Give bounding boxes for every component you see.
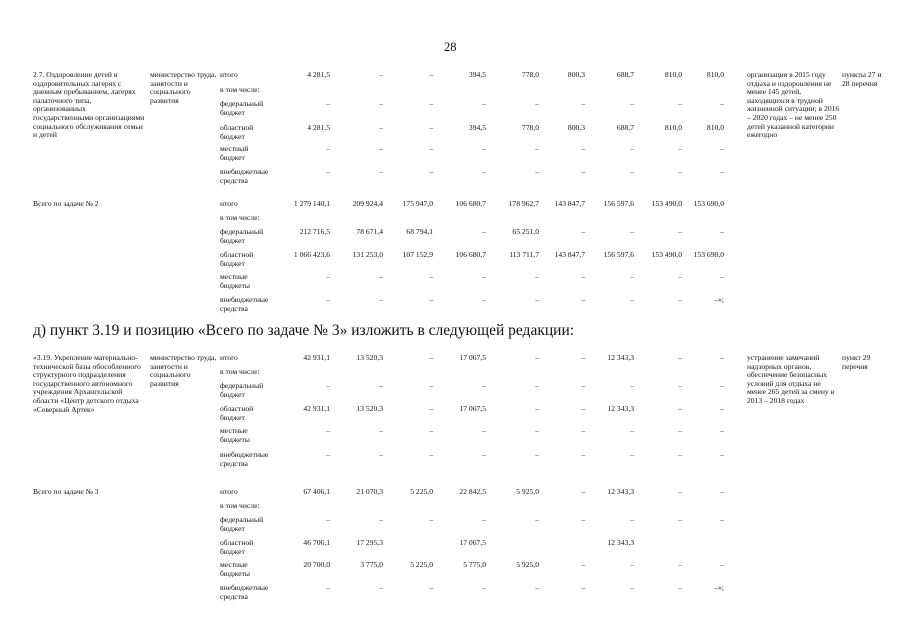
- value-cell: 810,0: [706, 70, 724, 79]
- value-cell: –: [581, 450, 585, 459]
- value-cell: –: [630, 295, 634, 304]
- value-cell: –: [535, 295, 539, 304]
- value-cell: 1 279 140,1: [293, 199, 330, 208]
- value-cell: –: [429, 272, 433, 281]
- value-cell: –: [535, 167, 539, 176]
- value-cell: –: [429, 426, 433, 435]
- value-cell: –: [535, 426, 539, 435]
- source-label: итого: [220, 353, 238, 362]
- value-cell: –: [326, 450, 330, 459]
- value-cell: 810,0: [706, 123, 724, 132]
- value-cell: –: [326, 381, 330, 390]
- value-cell: –: [326, 583, 330, 592]
- value-cell: –: [678, 167, 682, 176]
- value-cell: 810,0: [664, 123, 682, 132]
- source-label: внебюджетные средства: [220, 450, 269, 468]
- source-label: федеральный бюджет: [220, 227, 264, 245]
- value-cell: –: [535, 272, 539, 281]
- value-cell: –: [326, 144, 330, 153]
- value-cell: 156 597,6: [603, 199, 634, 208]
- value-cell: –: [429, 381, 433, 390]
- source-label: областной бюджет: [220, 123, 254, 141]
- source-label: в том числе:: [220, 367, 260, 376]
- value-cell: 688,7: [616, 70, 634, 79]
- source-label: федеральный бюджет: [220, 99, 264, 117]
- value-cell: –: [678, 583, 682, 592]
- value-cell: –: [678, 353, 682, 362]
- value-cell: –: [581, 227, 585, 236]
- activity-name: 2.7. Оздоровление детей в оздоровительных лагерях с дневным пребыванием, лагерях палаточного типа, организованных государственными организациями социального обслуживания семьи и детей: [33, 70, 145, 140]
- source-label: областной бюджет: [220, 250, 254, 268]
- value-cell: 5 225,0: [410, 487, 433, 496]
- value-cell: –: [482, 272, 486, 281]
- activity-name: «3.19. Укрепление материально-технической базы обособленного структурного подразделения государственного автономного учреждения Архангельской области «Центр детского отдыха «Северный Артек»: [33, 353, 141, 414]
- value-cell: –: [429, 295, 433, 304]
- value-cell: –: [326, 515, 330, 524]
- value-cell: 17 295,3: [356, 538, 383, 547]
- value-cell: –: [581, 404, 585, 413]
- value-cell: 178 962,7: [508, 199, 539, 208]
- source-label: местные бюджеты: [220, 560, 250, 578]
- value-cell: 13 520,3: [356, 353, 383, 362]
- value-cell: –: [678, 272, 682, 281]
- value-cell: 394,5: [468, 123, 486, 132]
- value-cell: –: [482, 583, 486, 592]
- value-cell: –: [379, 583, 383, 592]
- value-cell: –: [678, 144, 682, 153]
- value-cell: 17 067,5: [459, 353, 486, 362]
- value-cell: –: [379, 381, 383, 390]
- value-cell: 209 924,4: [352, 199, 383, 208]
- value-cell: –: [630, 272, 634, 281]
- value-cell: –: [429, 123, 433, 132]
- value-cell: –: [720, 227, 724, 236]
- value-cell: –: [581, 144, 585, 153]
- value-cell: –: [535, 381, 539, 390]
- value-cell: –: [429, 583, 433, 592]
- source-label: внебюджетные средства: [220, 295, 269, 313]
- value-cell: –: [429, 353, 433, 362]
- value-cell: 688,7: [616, 123, 634, 132]
- value-cell: 800,3: [567, 123, 585, 132]
- value-cell: –: [429, 515, 433, 524]
- value-cell: –: [720, 515, 724, 524]
- value-cell: 175 947,0: [402, 199, 433, 208]
- source-label: в том числе:: [220, 501, 260, 510]
- value-cell: 65 251,0: [512, 227, 539, 236]
- value-cell: 153 490,0: [651, 199, 682, 208]
- value-cell: –: [535, 583, 539, 592]
- value-cell: –: [678, 381, 682, 390]
- value-cell: –: [678, 227, 682, 236]
- value-cell: –: [429, 404, 433, 413]
- value-cell: 3 775,0: [360, 560, 383, 569]
- value-cell: –: [678, 487, 682, 496]
- value-cell: –: [581, 272, 585, 281]
- value-cell: 106 680,7: [455, 199, 486, 208]
- value-cell: –: [429, 99, 433, 108]
- value-cell: 778,0: [521, 70, 539, 79]
- value-cell: –: [429, 144, 433, 153]
- amendment-heading: д) пункт 3.19 и позицию «Всего по задаче № 3» изложить в следующей редакции:: [33, 322, 575, 339]
- value-cell: –: [630, 450, 634, 459]
- value-cell: –: [720, 560, 724, 569]
- value-cell: –: [581, 99, 585, 108]
- value-cell: –: [678, 426, 682, 435]
- source-label: итого: [220, 70, 238, 79]
- source-label: местные бюджеты: [220, 426, 250, 444]
- source-label: областной бюджет: [220, 404, 254, 422]
- value-cell: –: [581, 515, 585, 524]
- value-cell: 810,0: [664, 70, 682, 79]
- value-cell: –: [630, 227, 634, 236]
- value-cell: –: [630, 560, 634, 569]
- value-cell: 153 490,0: [651, 250, 682, 259]
- value-cell: 21 070,3: [356, 487, 383, 496]
- value-cell: –: [720, 381, 724, 390]
- value-cell: 22 842,5: [459, 487, 486, 496]
- value-cell: 5 225,0: [410, 560, 433, 569]
- value-cell: –: [379, 426, 383, 435]
- value-cell: –: [581, 487, 585, 496]
- reference: пункт 29 перечня: [842, 353, 871, 371]
- expected-result: организация в 2015 году отдыха и оздоровления не менее 145 детей, находящихся в трудной жизненной ситуации; в 2016 – 2020 годах – не менее 250 детей указанной категории ежегодно: [747, 70, 840, 140]
- value-cell: 68 794,1: [406, 227, 433, 236]
- value-cell: 5 775,0: [463, 560, 486, 569]
- value-cell: –: [720, 450, 724, 459]
- reference: пункты 27 и 28 перечня: [842, 70, 882, 88]
- value-cell: 13 520,3: [356, 404, 383, 413]
- value-cell: –: [379, 515, 383, 524]
- value-cell: 78 671,4: [356, 227, 383, 236]
- value-cell: 394,5: [468, 70, 486, 79]
- value-cell: –: [678, 560, 682, 569]
- value-cell: –: [581, 426, 585, 435]
- value-cell: 20 700,0: [303, 560, 330, 569]
- value-cell: –: [379, 450, 383, 459]
- value-cell: 800,3: [567, 70, 585, 79]
- value-cell: –: [630, 144, 634, 153]
- value-cell: 12 343,3: [607, 353, 634, 362]
- value-cell: 46 706,1: [303, 538, 330, 547]
- value-cell: –: [720, 404, 724, 413]
- page-number: 28: [444, 40, 457, 54]
- value-cell: –: [326, 167, 330, 176]
- value-cell: –: [535, 404, 539, 413]
- value-cell: –: [535, 144, 539, 153]
- value-cell: –: [535, 99, 539, 108]
- value-cell: –: [630, 167, 634, 176]
- value-cell: –: [720, 272, 724, 281]
- value-cell: –: [326, 99, 330, 108]
- value-cell: –: [720, 167, 724, 176]
- value-cell: –: [326, 426, 330, 435]
- value-cell: 156 597,6: [603, 250, 634, 259]
- value-cell: –: [379, 123, 383, 132]
- value-cell: –: [429, 167, 433, 176]
- value-cell: 4 281,5: [307, 123, 330, 132]
- value-cell: 42 931,1: [303, 353, 330, 362]
- value-cell: 113 711,7: [509, 250, 539, 259]
- value-cell: –: [379, 144, 383, 153]
- value-cell: –: [535, 450, 539, 459]
- source-label: в том числе:: [220, 213, 260, 222]
- value-cell: 5 925,0: [516, 487, 539, 496]
- value-cell: –: [581, 167, 585, 176]
- value-cell: 131 253,0: [352, 250, 383, 259]
- source-label: итого: [220, 199, 238, 208]
- value-cell: 143 847,7: [554, 250, 585, 259]
- value-cell: 4 281,5: [307, 70, 330, 79]
- value-cell: 12 343,3: [607, 538, 634, 547]
- value-cell: –»;: [714, 583, 724, 592]
- value-cell: –: [482, 381, 486, 390]
- value-cell: –: [581, 295, 585, 304]
- value-cell: –: [482, 99, 486, 108]
- value-cell: –: [482, 515, 486, 524]
- source-label: в том числе:: [220, 85, 260, 94]
- value-cell: –: [535, 353, 539, 362]
- value-cell: 67 406,1: [303, 487, 330, 496]
- value-cell: 17 067,5: [459, 404, 486, 413]
- value-cell: 212 716,5: [299, 227, 330, 236]
- value-cell: –: [630, 515, 634, 524]
- source-label: итого: [220, 487, 238, 496]
- value-cell: –: [482, 295, 486, 304]
- value-cell: –: [678, 515, 682, 524]
- value-cell: 42 931,1: [303, 404, 330, 413]
- value-cell: –: [379, 272, 383, 281]
- executor: министерство труда, занятости и социального развития: [150, 70, 217, 105]
- total-label: Всего по задаче № 2: [33, 199, 99, 208]
- source-label: областной бюджет: [220, 538, 254, 556]
- value-cell: –: [678, 404, 682, 413]
- value-cell: 143 847,7: [554, 199, 585, 208]
- source-label: внебюджетные средства: [220, 167, 269, 185]
- value-cell: –: [581, 381, 585, 390]
- value-cell: 107 152,9: [402, 250, 433, 259]
- value-cell: 12 343,3: [607, 404, 634, 413]
- source-label: местный бюджет: [220, 144, 249, 162]
- value-cell: –: [482, 144, 486, 153]
- value-cell: –: [678, 295, 682, 304]
- value-cell: –: [482, 167, 486, 176]
- value-cell: –: [429, 450, 433, 459]
- value-cell: –: [678, 99, 682, 108]
- source-label: федеральный бюджет: [220, 381, 264, 399]
- value-cell: 106 680,7: [455, 250, 486, 259]
- value-cell: –: [379, 167, 383, 176]
- value-cell: –: [482, 450, 486, 459]
- value-cell: –: [326, 295, 330, 304]
- value-cell: –: [379, 99, 383, 108]
- value-cell: 17 067,5: [459, 538, 486, 547]
- value-cell: –: [720, 353, 724, 362]
- value-cell: –: [581, 583, 585, 592]
- value-cell: 778,0: [521, 123, 539, 132]
- value-cell: 1 066 423,6: [293, 250, 330, 259]
- value-cell: –: [630, 583, 634, 592]
- value-cell: 12 343,3: [607, 487, 634, 496]
- value-cell: –: [482, 227, 486, 236]
- value-cell: –: [379, 70, 383, 79]
- value-cell: –: [535, 515, 539, 524]
- source-label: внебюджетные средства: [220, 583, 269, 601]
- executor: министерство труда, занятости и социального развития: [150, 353, 217, 388]
- source-label: местные бюджеты: [220, 272, 250, 290]
- value-cell: –: [720, 426, 724, 435]
- value-cell: 153 690,0: [693, 250, 724, 259]
- value-cell: –: [429, 70, 433, 79]
- value-cell: –: [482, 426, 486, 435]
- value-cell: 153 690,0: [693, 199, 724, 208]
- value-cell: 5 925,0: [516, 560, 539, 569]
- value-cell: –: [630, 381, 634, 390]
- value-cell: –: [678, 450, 682, 459]
- value-cell: –: [720, 487, 724, 496]
- value-cell: –: [720, 144, 724, 153]
- value-cell: –: [379, 295, 383, 304]
- total-label: Всего по задаче № 3: [33, 487, 99, 496]
- value-cell: –: [326, 272, 330, 281]
- value-cell: –»;: [714, 295, 724, 304]
- value-cell: –: [581, 353, 585, 362]
- value-cell: –: [720, 99, 724, 108]
- value-cell: –: [630, 99, 634, 108]
- source-label: федеральный бюджет: [220, 515, 264, 533]
- value-cell: –: [630, 426, 634, 435]
- value-cell: –: [581, 560, 585, 569]
- expected-result: устранение замечаний надзорных органов, обеспечение безопасных условий для отдыха не менее 265 детей за смену в 2013 – 2018 годах: [747, 353, 835, 405]
